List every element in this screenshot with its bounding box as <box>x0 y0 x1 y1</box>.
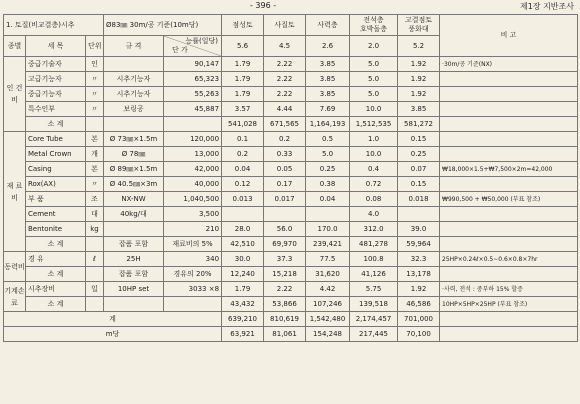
row-value: 53,866 <box>264 297 306 312</box>
row-spec: 25H <box>104 252 164 267</box>
row-value: 1.79 <box>222 282 264 297</box>
group-label-labor: 인 건 비 <box>4 57 26 132</box>
col-header-category: 종별 <box>4 36 26 57</box>
row-item: 소 계 <box>26 117 86 132</box>
row-value: 39.0 <box>398 222 440 237</box>
page-header <box>0 0 580 14</box>
row-value: 0.04 <box>222 162 264 177</box>
diagonal-header <box>164 36 222 57</box>
row-value: 46,586 <box>398 297 440 312</box>
row-value: 28.0 <box>222 222 264 237</box>
row-value: 139,518 <box>350 297 398 312</box>
row-value: 541,028 <box>222 117 264 132</box>
row-item: 부 품 <box>26 192 86 207</box>
row-value <box>306 207 350 222</box>
row-value: 5.75 <box>350 282 398 297</box>
row-value: 1.92 <box>398 87 440 102</box>
layer-header: 점성토 <box>222 15 264 36</box>
row-value: 3.85 <box>306 87 350 102</box>
table-row <box>4 87 578 102</box>
row-item: Core Tube <box>26 132 86 147</box>
row-unit: 〃 <box>86 102 104 117</box>
row-unit <box>86 267 104 282</box>
row-item: 소 계 <box>26 237 86 252</box>
table-row <box>4 207 578 222</box>
table-row <box>4 327 578 342</box>
row-value: 481,278 <box>350 237 398 252</box>
row-value: 3.85 <box>398 102 440 117</box>
row-value: 2.22 <box>264 87 306 102</box>
row-unit-price <box>164 297 222 312</box>
row-value: 1.92 <box>398 57 440 72</box>
row-value: 3.85 <box>306 72 350 87</box>
row-value: 0.2 <box>264 132 306 147</box>
row-value: 42,510 <box>222 237 264 252</box>
efficiency-value: 4.5 <box>264 36 306 57</box>
row-value: 2.22 <box>264 72 306 87</box>
row-value: 671,565 <box>264 117 306 132</box>
row-value: 1,512,535 <box>350 117 398 132</box>
row-spec: Ø 89㎜×1.5m <box>104 162 164 177</box>
row-value: 0.25 <box>306 162 350 177</box>
row-remark <box>440 327 578 342</box>
row-value: 31,620 <box>306 267 350 282</box>
row-value: 2.22 <box>264 282 306 297</box>
row-remark <box>440 237 578 252</box>
row-value <box>264 207 306 222</box>
row-item: Casing <box>26 162 86 177</box>
row-value: 810,619 <box>264 312 306 327</box>
row-unit-price: 13,000 <box>164 147 222 162</box>
row-remark: ₩18,000×1.5+₩7,500×2m=42,000 <box>440 162 578 177</box>
row-value: 0.72 <box>350 177 398 192</box>
row-remark <box>440 132 578 147</box>
col-header-unit: 단위 <box>86 36 104 57</box>
row-value: 30.0 <box>222 252 264 267</box>
title-row <box>4 15 578 36</box>
row-value: 1.79 <box>222 87 264 102</box>
row-unit: 일 <box>86 282 104 297</box>
row-value: 56.0 <box>264 222 306 237</box>
total-label: m당 <box>4 327 222 342</box>
col-header-spec: 규 격 <box>104 36 164 57</box>
row-remark <box>440 177 578 192</box>
row-value: 0.15 <box>398 132 440 147</box>
row-value: 5.0 <box>350 72 398 87</box>
row-value: 0.07 <box>398 162 440 177</box>
row-item: 소 계 <box>26 267 86 282</box>
row-value: 1.79 <box>222 57 264 72</box>
row-value: 1.92 <box>398 282 440 297</box>
row-unit-price: 120,000 <box>164 132 222 147</box>
table-title: 1. 토질(비교결층)시추 <box>4 15 104 36</box>
row-value: 1.92 <box>398 72 440 87</box>
row-unit: 본 <box>86 132 104 147</box>
col-header-item: 세 목 <box>26 36 86 57</box>
row-value: 3.85 <box>306 57 350 72</box>
row-value: 69,970 <box>264 237 306 252</box>
row-unit-price: 65,323 <box>164 72 222 87</box>
row-item: 중급기능자 <box>26 87 86 102</box>
row-value <box>398 207 440 222</box>
row-value: 15,218 <box>264 267 306 282</box>
row-spec <box>104 117 164 132</box>
table-row <box>4 117 578 132</box>
row-unit-price: 42,000 <box>164 162 222 177</box>
row-remark: ·30m/공 기준(NX) <box>440 57 578 72</box>
row-spec: 40kg/대 <box>104 207 164 222</box>
row-item: Bentonite <box>26 222 86 237</box>
table-row <box>4 147 578 162</box>
row-remark: 10HP×5HP×25HP (부표 참조) <box>440 297 578 312</box>
row-unit-price: 40,000 <box>164 177 222 192</box>
row-value: 0.17 <box>264 177 306 192</box>
row-remark <box>440 267 578 282</box>
efficiency-value: 5.2 <box>398 36 440 57</box>
row-spec <box>104 57 164 72</box>
diag-efficiency: 능률(일당) <box>185 37 219 45</box>
row-unit <box>86 237 104 252</box>
cost-table <box>3 14 578 342</box>
table-row <box>4 297 578 312</box>
row-spec: 잡품 포함 <box>104 267 164 282</box>
row-item: 시추장비 <box>26 282 86 297</box>
row-remark <box>440 117 578 132</box>
row-value: 4.42 <box>306 282 350 297</box>
row-unit: 〃 <box>86 87 104 102</box>
row-value: 43,432 <box>222 297 264 312</box>
row-value: 5.0 <box>350 87 398 102</box>
row-value: 4.44 <box>264 102 306 117</box>
row-value: 13,178 <box>398 267 440 282</box>
row-remark <box>440 207 578 222</box>
row-value: 37.3 <box>264 252 306 267</box>
row-value: 0.017 <box>264 192 306 207</box>
row-value: 5.0 <box>306 147 350 162</box>
row-value: 1,164,193 <box>306 117 350 132</box>
table-row <box>4 312 578 327</box>
row-unit: ℓ <box>86 252 104 267</box>
row-value: 2,174,457 <box>350 312 398 327</box>
group-label-material: 재 료 비 <box>4 132 26 252</box>
row-value: 3.57 <box>222 102 264 117</box>
row-value: 217,445 <box>350 327 398 342</box>
row-value: 59,964 <box>398 237 440 252</box>
row-spec: 시추기능자 <box>104 87 164 102</box>
row-value: 312.0 <box>350 222 398 237</box>
row-unit: 조 <box>86 192 104 207</box>
row-unit <box>86 117 104 132</box>
row-value: 70,100 <box>398 327 440 342</box>
table-row <box>4 252 578 267</box>
row-remark <box>440 102 578 117</box>
row-spec: Ø 73㎜×1.5m <box>104 132 164 147</box>
group-label-power: 동력비 <box>4 252 26 282</box>
row-value: 239,421 <box>306 237 350 252</box>
remark-header: 비 고 <box>440 15 578 57</box>
diag-unit-price: 단 가 <box>172 46 188 54</box>
row-item: Cement <box>26 207 86 222</box>
efficiency-value: 2.0 <box>350 36 398 57</box>
row-remark <box>440 72 578 87</box>
row-value: 170.0 <box>306 222 350 237</box>
row-value: 1.79 <box>222 72 264 87</box>
row-value: 0.013 <box>222 192 264 207</box>
row-value: 63,921 <box>222 327 264 342</box>
row-value: 7.69 <box>306 102 350 117</box>
row-unit: kg <box>86 222 104 237</box>
row-value: 701,000 <box>398 312 440 327</box>
row-unit-price: 3,500 <box>164 207 222 222</box>
row-value: 81,061 <box>264 327 306 342</box>
row-unit: 인 <box>86 57 104 72</box>
layer-header: 사질토 <box>264 15 306 36</box>
row-unit-price: 55,263 <box>164 87 222 102</box>
row-value: 41,126 <box>350 267 398 282</box>
table-row <box>4 162 578 177</box>
layer-header: 전석층 호박돌층 <box>350 15 398 36</box>
group-label-machine: 기계손료 <box>4 282 26 312</box>
row-item: Metal Crown <box>26 147 86 162</box>
row-unit-price: 210 <box>164 222 222 237</box>
row-unit: 〃 <box>86 177 104 192</box>
row-remark: 25HP×0.24ℓ×0.5∼0.6×0.8×7hr <box>440 252 578 267</box>
row-remark <box>440 87 578 102</box>
row-spec: 보링공 <box>104 102 164 117</box>
row-item: 경 유 <box>26 252 86 267</box>
row-unit: 개 <box>86 147 104 162</box>
section-title: 제1장 지반조사 <box>519 2 574 11</box>
row-value: 1.0 <box>350 132 398 147</box>
layer-header: 고결점토 풍화대 <box>398 15 440 36</box>
table-row <box>4 132 578 147</box>
table-row <box>4 192 578 207</box>
row-unit-price: 경유의 20% <box>164 267 222 282</box>
row-value: 639,210 <box>222 312 264 327</box>
table-row <box>4 222 578 237</box>
row-value: 0.25 <box>398 147 440 162</box>
row-value: 0.08 <box>350 192 398 207</box>
row-value: 12,240 <box>222 267 264 282</box>
row-spec: 10HP set <box>104 282 164 297</box>
row-spec: 시추기능자 <box>104 72 164 87</box>
row-value: 0.05 <box>264 162 306 177</box>
row-value: 0.1 <box>222 132 264 147</box>
table-row <box>4 57 578 72</box>
row-value: 4.0 <box>350 207 398 222</box>
row-item: 소 계 <box>26 297 86 312</box>
row-spec <box>104 297 164 312</box>
row-unit-price: 재료비의 5% <box>164 237 222 252</box>
row-value <box>222 207 264 222</box>
row-value: 10.0 <box>350 102 398 117</box>
row-value: 1,542,480 <box>306 312 350 327</box>
efficiency-value: 5.6 <box>222 36 264 57</box>
row-spec: 잡품 포함 <box>104 237 164 252</box>
row-remark: ₩990,500 + ₩50,000 (부표 참조) <box>440 192 578 207</box>
row-item: Rox(AX) <box>26 177 86 192</box>
row-value: 100.8 <box>350 252 398 267</box>
row-unit <box>86 297 104 312</box>
row-remark <box>440 147 578 162</box>
row-unit-price <box>164 117 222 132</box>
row-value: 0.12 <box>222 177 264 192</box>
row-value: 581,272 <box>398 117 440 132</box>
row-value: 0.2 <box>222 147 264 162</box>
table-row <box>4 72 578 87</box>
row-value: 0.5 <box>306 132 350 147</box>
row-spec: NX-NW <box>104 192 164 207</box>
row-item: 특수인부 <box>26 102 86 117</box>
row-value: 107,246 <box>306 297 350 312</box>
page-number: - 396 - <box>250 1 277 10</box>
row-unit: 대 <box>86 207 104 222</box>
row-value: 32.3 <box>398 252 440 267</box>
table-row <box>4 237 578 252</box>
row-unit: 본 <box>86 162 104 177</box>
row-value: 0.15 <box>398 177 440 192</box>
efficiency-value: 2.6 <box>306 36 350 57</box>
table-row <box>4 267 578 282</box>
row-value: 2.22 <box>264 57 306 72</box>
row-unit-price: 45,887 <box>164 102 222 117</box>
row-unit-price: 3033 ×8 <box>164 282 222 297</box>
row-value: 0.33 <box>264 147 306 162</box>
row-unit-price: 1,040,500 <box>164 192 222 207</box>
row-spec: Ø 40.5㎜×3m <box>104 177 164 192</box>
total-label: 계 <box>4 312 222 327</box>
table-spec: Ø83㎜ 30m/공 기준(10m당) <box>104 15 222 36</box>
row-value: 154,248 <box>306 327 350 342</box>
row-value: 0.04 <box>306 192 350 207</box>
row-spec <box>104 222 164 237</box>
row-value: 0.38 <box>306 177 350 192</box>
row-value: 77.5 <box>306 252 350 267</box>
row-remark: ·사력, 전석 : 중부하 15% 할증 <box>440 282 578 297</box>
row-unit-price: 90,147 <box>164 57 222 72</box>
row-item: 고급기능자 <box>26 72 86 87</box>
row-unit-price: 340 <box>164 252 222 267</box>
row-remark <box>440 222 578 237</box>
row-unit: 〃 <box>86 72 104 87</box>
row-value: 10.0 <box>350 147 398 162</box>
row-value: 0.4 <box>350 162 398 177</box>
row-value: 0.018 <box>398 192 440 207</box>
table-row <box>4 102 578 117</box>
row-value: 5.0 <box>350 57 398 72</box>
row-item: 중급기술자 <box>26 57 86 72</box>
table-row <box>4 282 578 297</box>
layer-header: 사력층 <box>306 15 350 36</box>
row-remark <box>440 312 578 327</box>
table-row <box>4 177 578 192</box>
row-spec: Ø 78㎜ <box>104 147 164 162</box>
